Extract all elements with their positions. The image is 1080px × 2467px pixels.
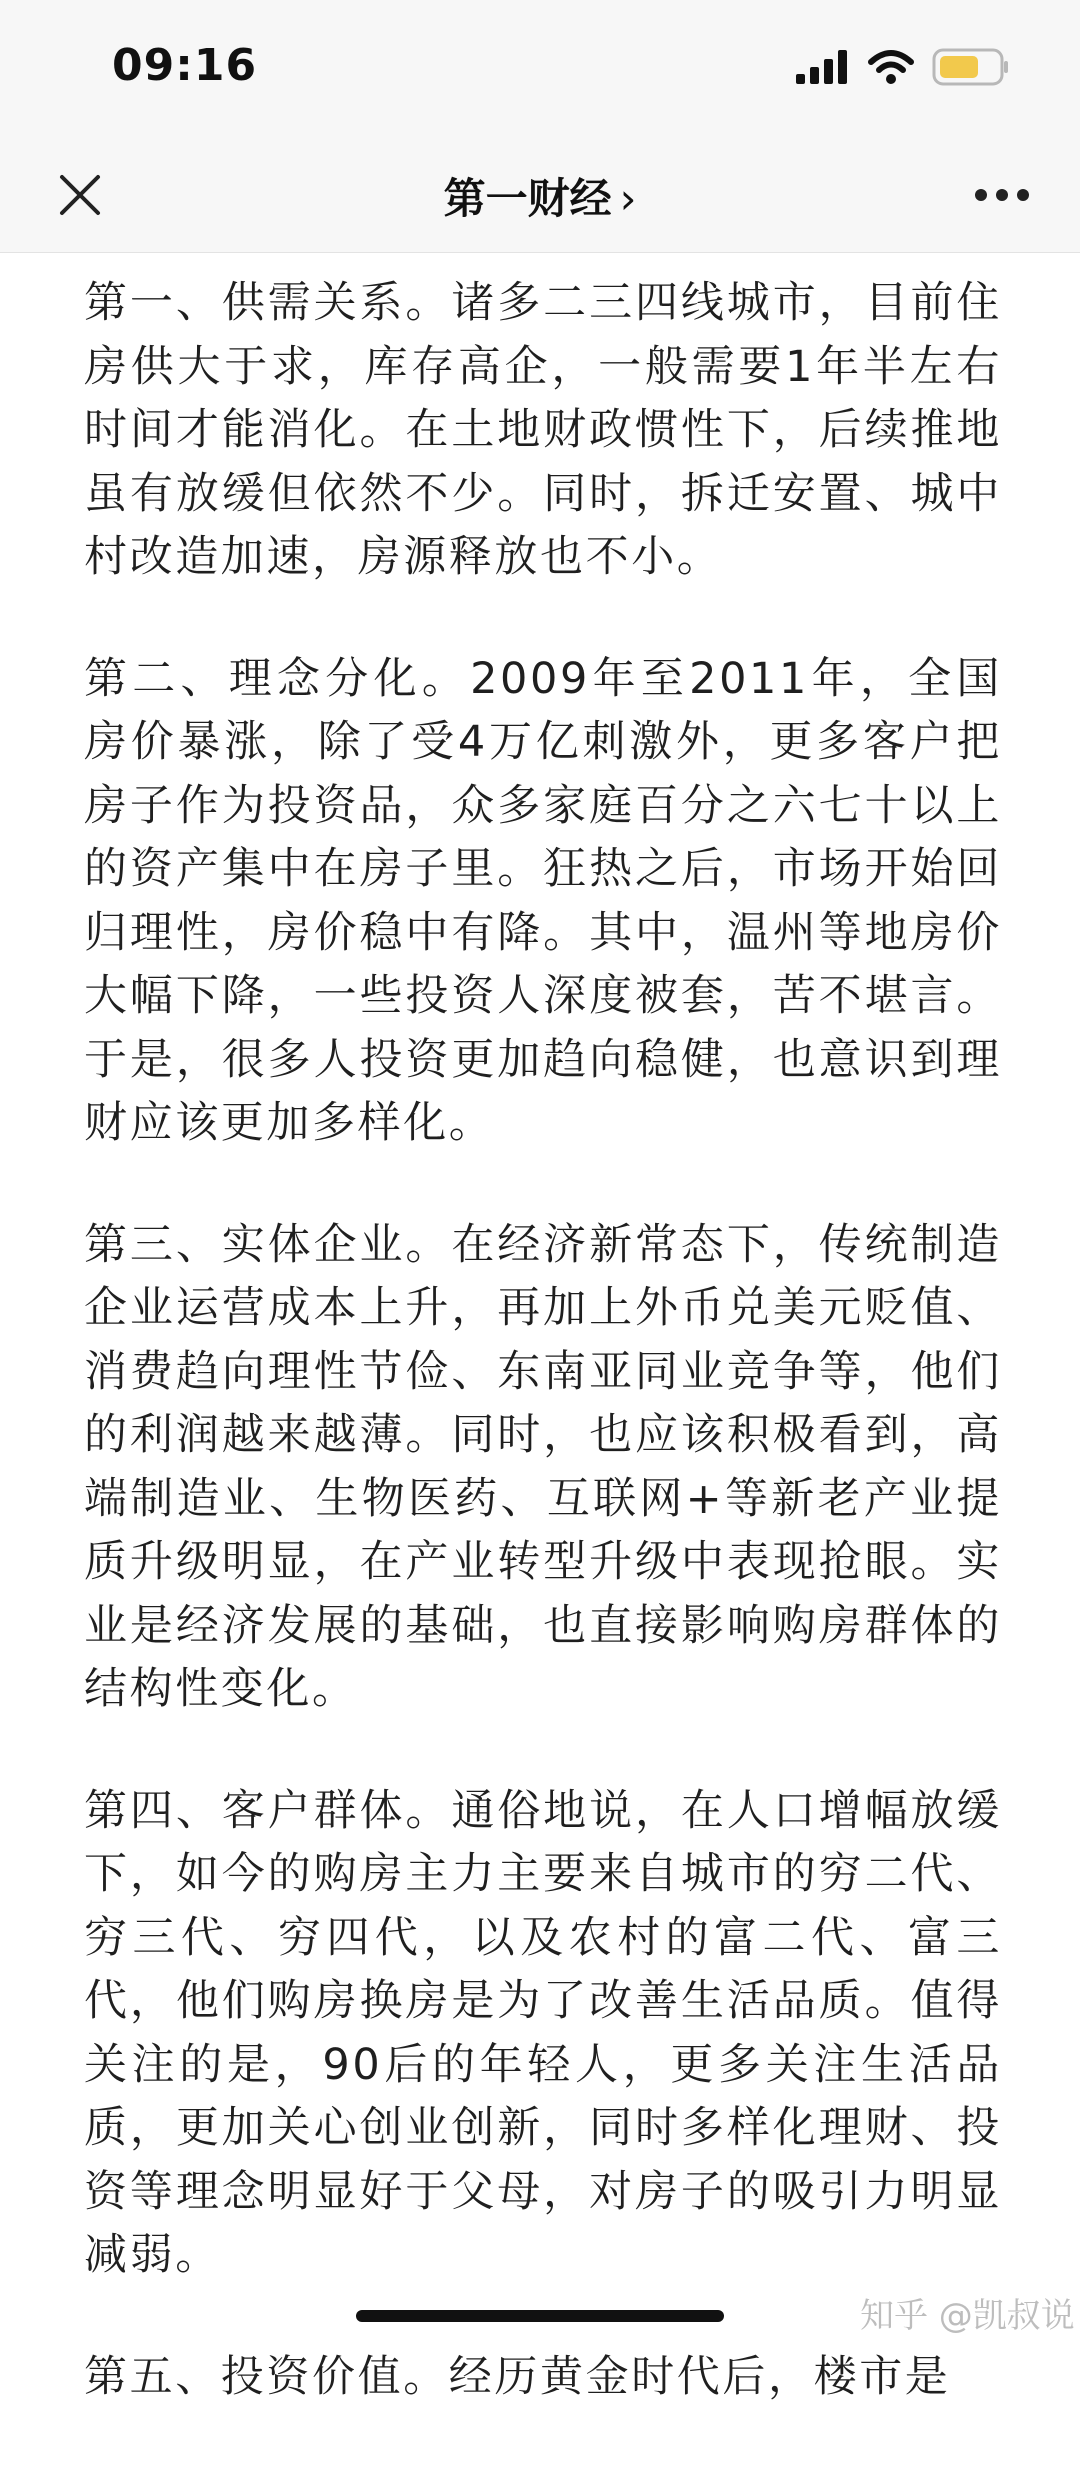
article-paragraph: 第三、实体企业。在经济新常态下，传统制造企业运营成本上升，再加上外币兑美元贬值、消费趋向理性节俭、东南亚同业竞争等，他们的利润越来越薄。同时，也应该积极看到，高端制造业、生物医药、互联网+等新老产业提质升级明显，在产业转型升级中表现抢眼。实业是经济发展的基础，也直接影响购房群体的结构性变化。 (84, 1219, 1002, 1714)
account-name: 第一财经 (443, 174, 612, 223)
watermark: 知乎 @凯叔说 (860, 2296, 1075, 2336)
more-icon (974, 188, 1030, 202)
nav-bar (0, 140, 1080, 253)
article-paragraph: 第五、投资价值。经历黄金时代后，楼市是 (84, 2351, 951, 2402)
status-icons (796, 48, 1010, 86)
status-bar (0, 0, 1080, 140)
article-paragraph: 第二、理念分化。2009年至2011年，全国房价暴涨，除了受4万亿刺激外，更多客户把房子作为投资品，众多家庭百分之六七十以上的资产集中在房子里。狂热之后，市场开始回归理性，房价稳中有降。其中，温州等地房价大幅下降，一些投资人深度被套，苦不堪言。于是，很多人投资更加趋向稳健，也意识到理财应该更加多样化。 (84, 653, 1002, 1148)
status-time: 09:16 (112, 40, 258, 91)
more-button[interactable] (962, 165, 1042, 225)
account-title-link[interactable] (0, 166, 1080, 226)
wifi-icon (868, 50, 914, 84)
home-indicator[interactable] (356, 2310, 724, 2322)
chevron-right-icon: › (619, 174, 637, 223)
article-paragraph: 第一、供需关系。诸多二三四线城市，目前住房供大于求，库存高企，一般需要1年半左右时间才能消化。在土地财政惯性下，后续推地虽有放缓但依然不少。同时，拆迁安置、城中村改造加速，房源释放也不小。 (84, 278, 1002, 582)
battery-icon (932, 48, 1010, 86)
article-body (84, 272, 1002, 2467)
article-paragraph: 第四、客户群体。通俗地说，在人口增幅放缓下，如今的购房主力主要来自城市的穷二代、穷三代、穷四代，以及农村的富二代、富三代，他们购房换房是为了改善生活品质。值得关注的是，90后的年轻人，更多关注生活品质，更加关心创业创新，同时多样化理财、投资等理念明显好于父母，对房子的吸引力明显减弱。 (84, 1785, 1002, 2280)
signal-icon (796, 50, 850, 84)
